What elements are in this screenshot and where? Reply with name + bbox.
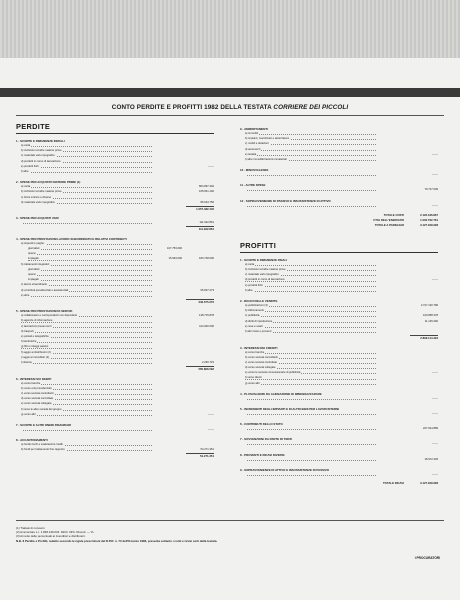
row-label: d) prodotti in corso di lavorazione [245, 278, 285, 282]
account-row [16, 170, 214, 175]
row-label: l) diverse [21, 360, 32, 364]
row-label: b) inchiostri ed altre materie prime [21, 149, 62, 153]
row-leader [21, 325, 152, 329]
row-leader [21, 263, 152, 267]
row-value: 148.715.878 [199, 314, 214, 318]
account-group [16, 377, 214, 418]
row-label: c) materiale vario tipografico [245, 273, 279, 277]
row-leader [21, 319, 152, 323]
row-label: b) Abbonamenti [245, 309, 264, 313]
footnotes [16, 526, 276, 543]
group-heading: 11 - ALTRE SPESE [240, 183, 266, 188]
row-leader [21, 392, 152, 396]
row-leader [245, 366, 376, 370]
group-heading: 3 - SPESE PER ACQUISTI VARI [16, 216, 59, 221]
row-label: e) prodotti finiti [21, 164, 39, 168]
row-leader [21, 335, 152, 339]
row-label: c) mobili e dotazioni [245, 142, 269, 146]
row-label: impiegati [28, 257, 39, 261]
row-label: d) automezzi [245, 147, 261, 151]
row-label: f) altri ricavi e proventi [245, 329, 272, 333]
row-label: e) altre [21, 293, 30, 297]
row-label [245, 173, 246, 176]
perdite-heading: PERDITE [16, 122, 51, 131]
page-title [0, 104, 460, 111]
row-leader [21, 330, 152, 334]
row-leader [28, 273, 152, 277]
row-label: b) impianti, macchinari e attrezzature [245, 137, 290, 141]
row-value: 86.643.756 [200, 200, 214, 204]
row-leader [21, 185, 152, 189]
row-leader [245, 284, 376, 288]
group-heading: 4 - PLUSVALENZE DA ALIENAZIONE DI IMMOBILIZZAZIONI [240, 391, 322, 396]
subtotal-row [16, 453, 214, 458]
row-label [245, 397, 246, 400]
account-group [16, 309, 214, 371]
row-label: a) pubblicazioni (3) [245, 303, 268, 307]
row-label: b) verso enti previdenziali [21, 386, 52, 390]
account-row [16, 428, 214, 433]
row-leader [28, 257, 152, 261]
row-leader [245, 188, 376, 192]
row-value: —.— [431, 396, 438, 400]
row-leader [21, 165, 152, 169]
account-row [240, 473, 438, 478]
row-leader [245, 148, 376, 152]
account-group [16, 216, 214, 232]
row-value: 165.841.192 [199, 190, 214, 194]
row-value: 414.920.000 [199, 324, 214, 328]
subtotal-row [16, 366, 214, 371]
top-gray-bar [0, 0, 460, 58]
row-label: a) carta [245, 262, 255, 266]
row-leader [245, 278, 376, 282]
footnote-nb: N.B. Il Perdite e Profitti, redatto secondo le rigide prescrizioni del D.P.R. n. 73 dell'8 marzo 1983, presenta soltanto i conti e ricavi certi della testata. [16, 539, 218, 543]
row-leader [245, 142, 376, 146]
account-group [240, 392, 438, 402]
account-row [240, 412, 438, 417]
row-leader [245, 309, 376, 313]
group-heading: 12 - SOPRAVVENIENZE DI PASSIVO E INSUSSISTENZE DI ATTIVO [240, 198, 331, 203]
footnote-1: (1) Trattasi di consumi. [16, 526, 46, 530]
row-label: e) prodotti finiti [245, 283, 263, 287]
row-label: d) verso società collegate [245, 366, 276, 370]
account-row [240, 427, 438, 432]
subtotal-value: 249.575.273 [198, 299, 214, 304]
row-label: f) altre [245, 288, 253, 292]
row-leader [245, 397, 376, 401]
group-heading: 6 - CONTRIBUTI DELLO STATO [240, 422, 283, 427]
row-label: c) lavoro straordinario [21, 283, 47, 287]
row-leader [245, 330, 376, 334]
row-label: e) testata [245, 152, 257, 156]
row-label: f) telefoniche [21, 340, 37, 344]
row-leader [245, 273, 376, 277]
account-row [240, 158, 438, 163]
row-partial-value: 15.994.000 [168, 257, 182, 261]
total-value: 3.127.029.628 [420, 223, 438, 228]
title-main: CONTO PERDITE E PROFITTI 1982 DELLA TESTATA [111, 104, 272, 111]
row-label: c) pubblicità [245, 314, 260, 318]
profitti-rule [240, 252, 438, 253]
row-leader [21, 351, 152, 355]
row-leader [21, 154, 152, 158]
row-value: —.— [431, 371, 438, 375]
row-leader [245, 361, 376, 365]
subtotal-row [16, 226, 214, 231]
row-label: operai [28, 272, 36, 276]
row-label: b) fondi per trattamento fine rapporto [21, 448, 65, 452]
row-leader [245, 204, 376, 208]
row-label: e) postali e telegrafiche [21, 335, 49, 339]
group-heading: 5 - INCREMENTI DEGLI IMPIANTI E DI ALTRI BENI PER LAVORI INTERNI [240, 407, 340, 411]
row-leader [21, 160, 152, 164]
row-label [245, 427, 246, 430]
group-heading: 7 - SCORTE E ALTRI ONERI FINANZIARI [16, 422, 72, 427]
row-value: 79.727.009 [424, 188, 438, 192]
row-label: f) verso le altre società del gruppo [21, 407, 62, 411]
row-label [245, 458, 246, 461]
account-group [240, 453, 438, 463]
row-label: c) verso società controllanti [21, 391, 54, 395]
row-label: g) fitti e noleggi passivi [21, 345, 49, 349]
row-leader [28, 268, 152, 272]
row-value: —.— [431, 278, 438, 282]
row-leader [245, 158, 376, 162]
account-group [240, 168, 438, 178]
account-group [240, 437, 438, 447]
row-leader [245, 412, 376, 416]
row-label: e) verso società collegate [21, 402, 52, 406]
row-label: d) materiale vario tipografico [21, 200, 55, 204]
subtotal-row [240, 335, 438, 340]
group-heading: 9 - SOPRAVVENIENZE DI ATTIVO E INSUSSISTENZE DI PASSIVO [240, 467, 330, 472]
row-value: —.— [207, 164, 214, 168]
row-label: b) trattamenti integrativi: [21, 262, 50, 266]
row-label: d) prodotti in corso di lavorazione [21, 159, 61, 163]
row-leader [245, 458, 376, 462]
row-leader [245, 442, 376, 446]
row-label: giornalisti [28, 247, 40, 251]
row-leader [21, 289, 152, 293]
row-label [245, 442, 246, 445]
group-heading: 8 - ACCANTONAMENTI [16, 438, 48, 443]
group-heading: 10 - MINUSVALENZE [240, 168, 269, 173]
row-value: 18.972.345 [424, 457, 438, 461]
group-heading: 7 - SOVVENZIONI DA PARTE DI TERZI [240, 437, 293, 442]
subtotal-value: 1.057.482.440 [196, 206, 214, 211]
group-heading: 2 - RICAVI DELLE VENDITE [240, 298, 278, 303]
total-row [240, 223, 438, 228]
account-group [240, 346, 438, 387]
row-value: 227.944.889 [423, 427, 438, 431]
row-leader [245, 325, 376, 329]
row-leader [245, 427, 376, 431]
row-label: e) verso le società concessionarie di pubblicità [245, 371, 301, 375]
subtotal-row [16, 299, 214, 304]
account-group [240, 422, 438, 432]
row-label: a) stipendi e paghe: [21, 241, 45, 245]
total-value: 2.123.346.867 [420, 212, 438, 217]
row-leader [245, 376, 376, 380]
row-value: —.— [207, 412, 214, 416]
row-label: c) lavorazioni presso terzi [21, 324, 52, 328]
row-leader [21, 196, 152, 200]
row-leader [21, 382, 152, 386]
row-leader [28, 278, 152, 282]
signature: I PROCURATORI [414, 556, 440, 560]
row-value: —.— [207, 427, 214, 431]
row-label: operai [28, 252, 36, 256]
profitti-heading: PROFITTI [240, 240, 277, 250]
group-heading: 6 - INTERESSI SUI DEBITI [16, 376, 52, 381]
row-label: d) contributi previdenziali e assistenziali [21, 288, 69, 292]
row-leader [21, 356, 152, 360]
group-heading: 4 - SPESE PER PRESTAZIONI LAVORO SUBORDINATO E RELATIVI CONTRIBUTI [16, 236, 127, 241]
row-label: f) verso clienti [245, 376, 262, 380]
title-divider [16, 115, 444, 116]
subtotal-value: 2.899.114.394 [420, 336, 438, 341]
subtotal-value: 54.271.351 [200, 454, 214, 459]
row-leader [21, 408, 152, 412]
perdite-rule [16, 133, 214, 134]
row-leader [21, 413, 152, 417]
row-label: a) carta [21, 185, 31, 189]
account-row [240, 397, 438, 402]
row-label [245, 412, 246, 415]
account-group [240, 199, 438, 209]
row-value: 183.748.000 [199, 257, 214, 261]
row-label [21, 428, 22, 431]
row-label: d) diritti di riproduzione [245, 319, 273, 323]
row-value: 160.858.378 [423, 314, 438, 318]
row-leader [245, 320, 376, 324]
right-column [240, 122, 438, 486]
row-label: b) agenzie di informazione [21, 319, 53, 323]
row-leader [21, 428, 152, 432]
account-row [240, 289, 438, 294]
account-row [16, 413, 214, 418]
perdite-column [16, 122, 214, 459]
group-heading: 8 - PROVENTI E RICAVI DIVERSI [240, 452, 285, 457]
row-value: 804.897.492 [199, 185, 214, 189]
row-label: h) aggio ai distributori (2) [21, 350, 51, 354]
row-leader [245, 351, 376, 355]
row-label: a) verso banche [245, 350, 265, 354]
row-leader [245, 263, 376, 267]
account-row [240, 204, 438, 209]
total-label: TOTALE A PAREGGIO [374, 223, 404, 228]
row-leader [245, 137, 376, 141]
account-group [240, 407, 438, 417]
row-value: 111.922.861 [199, 221, 214, 225]
row-leader [21, 397, 152, 401]
row-label [245, 204, 246, 207]
account-group [240, 183, 438, 193]
row-label: i) aggio ai rivenditori (2) [21, 355, 50, 359]
row-label: a) fondo rischi e svalutazioni crediti [21, 443, 63, 447]
perdite-continued-groups [240, 127, 438, 209]
row-leader [21, 221, 152, 225]
total-value: 1.003.762.761 [420, 218, 438, 223]
row-leader [245, 289, 376, 293]
row-partial-value: 167.753.000 [167, 247, 182, 251]
row-leader [28, 247, 152, 251]
footnote-3: (3) Al netto delle percentuali ai rivenditori e distributori. [16, 534, 86, 538]
dark-header-band [0, 88, 460, 97]
account-row [240, 442, 438, 447]
group-heading: 5 - SPESE PER PRESTAZIONI DI SERVIZI [16, 309, 73, 314]
group-heading: 9 - AMMORTAMENTI [240, 127, 268, 131]
row-label: a) carta [21, 144, 31, 147]
row-leader [21, 170, 152, 174]
row-leader [21, 340, 152, 344]
row-leader [245, 382, 376, 386]
footnote-2: (2) Ammontare L.t. 1.848.139.034. Diritti: 33%. Rivend. — %. [16, 530, 95, 534]
account-group [16, 237, 214, 304]
row-label [21, 221, 22, 224]
row-label: d) trasporti [21, 329, 34, 333]
row-label: giornalisti [28, 267, 40, 271]
group-heading: 3 - INTERESSI DEI CREDITI [240, 345, 278, 350]
row-leader [245, 268, 376, 272]
row-label: e) rese e scarti [245, 324, 263, 328]
row-value: —.— [431, 442, 438, 446]
row-leader [21, 190, 152, 194]
group-heading: 1 - SCORTE E RIMANENZE INIZIALI [16, 139, 65, 143]
subtotal-value: 565.896.593 [198, 367, 214, 372]
row-label: a) immobili [245, 132, 258, 135]
account-group [16, 180, 214, 211]
row-leader [21, 402, 152, 406]
account-row [240, 188, 438, 193]
row-leader [21, 345, 152, 349]
row-leader [21, 314, 152, 318]
row-label: g) verso altri [21, 412, 36, 416]
row-value: 2.260.715 [202, 360, 214, 364]
row-leader [245, 314, 376, 318]
account-group [240, 468, 438, 478]
account-row [240, 173, 438, 178]
row-label: f) altre [21, 169, 29, 173]
row-label: c) verso società controllate [245, 360, 277, 364]
row-value: —.— [431, 152, 438, 156]
row-label: b) inchiostri ed altre materie prime [21, 190, 62, 194]
row-value: 2.727.130.786 [420, 303, 438, 307]
perdite-totals [240, 213, 438, 229]
row-leader [21, 201, 152, 205]
row-leader [21, 149, 152, 153]
row-label: c) forza motrice e diverse [21, 195, 52, 199]
title-publication: CORRIERE DEI PICCOLI [273, 104, 349, 111]
row-leader [21, 144, 152, 148]
row-label: f) altre immobilizzazioni immateriali [245, 157, 287, 161]
profitti-total-row [240, 481, 438, 486]
row-leader [245, 173, 376, 177]
row-label: a) collaboratori e corrispondenti non dipendenti [21, 314, 78, 318]
account-group [240, 258, 438, 294]
row-value: —.— [431, 173, 438, 177]
total-label: TOTALE COSTI [383, 212, 404, 217]
profitti-groups [240, 258, 438, 478]
row-leader [245, 153, 376, 157]
row-leader [245, 371, 376, 375]
row-leader [245, 473, 376, 477]
row-label: c) materiale vario tipografico [21, 154, 55, 158]
row-leader [21, 242, 152, 246]
perdite-groups [16, 139, 214, 459]
row-label: g) verso altri [245, 381, 260, 385]
row-label: d) verso società controllate [21, 397, 54, 401]
row-value: 54.271.351 [200, 448, 214, 452]
row-value: —.— [431, 412, 438, 415]
account-group [16, 139, 214, 175]
row-leader [21, 448, 152, 452]
row-leader [245, 304, 376, 308]
row-value: 65.827.273 [200, 288, 214, 292]
row-label [245, 473, 246, 476]
group-heading: 1 - SCORTE E RIMANENZE FINALI [240, 257, 288, 262]
subtotal-row [16, 206, 214, 211]
row-leader [21, 283, 152, 287]
row-leader [28, 252, 152, 256]
row-value: 11.125.260 [424, 319, 438, 323]
row-leader [245, 132, 376, 136]
profitti-total-value: 3.127.029.628 [420, 480, 438, 485]
row-label: impiegati [28, 278, 39, 282]
row-leader [21, 387, 152, 391]
footnote-divider [16, 520, 444, 521]
profitti-total-label: TOTALE RICAVI [383, 480, 404, 485]
row-leader [245, 356, 376, 360]
row-label: b) verso società controllanti [245, 355, 278, 359]
row-leader [21, 361, 152, 365]
account-group [16, 423, 214, 433]
total-label: UTILI DELL'ESERCIZIO [373, 218, 404, 223]
account-group [240, 127, 438, 163]
row-value: —.— [431, 472, 438, 476]
subtotal-value: 111.922.861 [198, 227, 214, 232]
row-leader [21, 443, 152, 447]
row-value: —.— [431, 203, 438, 207]
account-row [240, 458, 438, 463]
account-row [240, 382, 438, 387]
account-group [240, 299, 438, 341]
row-label: a) verso banche [21, 381, 41, 385]
row-label: b) inchiostri ed altre materie prime [245, 268, 286, 272]
account-group [16, 438, 214, 459]
group-heading: 2 - SPESE PER ACQUISTO MATERIE PRIME (1) [16, 180, 81, 185]
row-label [245, 188, 246, 191]
row-leader [21, 294, 152, 298]
